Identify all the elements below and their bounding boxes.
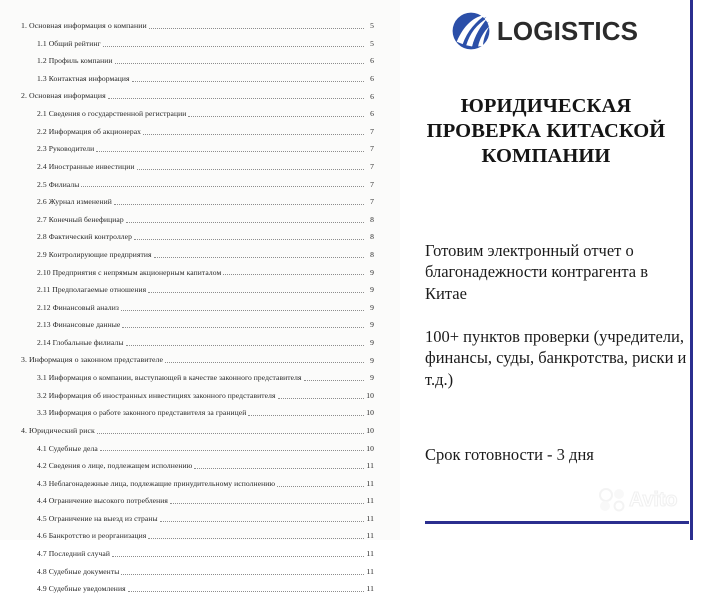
- toc-entry[interactable]: [0, 277, 400, 295]
- bottom-accent-rule: [425, 521, 689, 524]
- toc-entry-page-number: 11: [366, 513, 374, 523]
- toc-entry-label: 4.5 Ограничение на выезд из страны: [37, 513, 158, 523]
- toc-entry[interactable]: [0, 48, 400, 66]
- toc-leader-dots: [121, 573, 364, 575]
- toc-leader-dots: [149, 27, 364, 29]
- toc-entry-label: 2.5 Филиалы: [37, 179, 80, 189]
- toc-entry[interactable]: [0, 154, 400, 172]
- toc-leader-dots: [148, 291, 364, 293]
- toc-entry-label: 2.12 Финансовый анализ: [37, 302, 119, 312]
- toc-entry[interactable]: [0, 541, 400, 559]
- toc-leader-dots: [96, 150, 364, 152]
- toc-leader-dots: [122, 326, 364, 328]
- toc-entry-page-number: 11: [366, 584, 374, 594]
- toc-entry-page-number: 10: [366, 425, 374, 435]
- toc-entry[interactable]: [0, 558, 400, 576]
- toc-entry-page-number: 5: [370, 38, 374, 48]
- toc-leader-dots: [188, 115, 364, 117]
- toc-leader-dots: [134, 238, 364, 240]
- toc-leader-dots: [148, 537, 364, 539]
- toc-entry[interactable]: [0, 101, 400, 119]
- toc-entry-page-number: 11: [366, 566, 374, 576]
- toc-leader-dots: [126, 221, 364, 223]
- toc-leader-dots: [223, 273, 364, 275]
- toc-entry-page-number: 10: [366, 390, 374, 400]
- logo-wordmark: LOGISTICS: [496, 16, 639, 46]
- toc-entry[interactable]: [0, 83, 400, 101]
- toc-entry-page-number: 6: [370, 109, 374, 119]
- toc-entry-page-number: 9: [370, 302, 374, 312]
- toc-entry-page-number: 7: [370, 126, 374, 136]
- toc-entry-page-number: 10: [366, 443, 374, 453]
- toc-entry-page-number: 7: [370, 162, 374, 171]
- toc-entry[interactable]: [0, 207, 400, 225]
- toc-entry-label: 4.3 Неблагонадежные лица, подлежащие принудительному исполнению: [37, 478, 276, 488]
- toc-entry[interactable]: [0, 259, 400, 277]
- toc-entry[interactable]: [0, 171, 400, 189]
- toc-entry-label: 2.9 Контролирующие предприятия: [37, 249, 152, 259]
- toc-entry-page-number: 10: [366, 408, 374, 418]
- toc-entry[interactable]: [0, 523, 400, 541]
- toc-entry[interactable]: [0, 418, 400, 436]
- promo-paragraph-2: 100+ пунктов проверки (учредители, финансы, суды, банкротства, риски и т.д.): [425, 327, 687, 389]
- toc-entry[interactable]: [0, 400, 400, 418]
- toc-entry-label: 4.9 Судебные уведомления: [37, 584, 126, 594]
- toc-entry-page-number: 6: [370, 91, 374, 101]
- toc-leader-dots: [137, 168, 364, 170]
- toc-entry-label: 4.8 Судебные документы: [37, 566, 120, 576]
- toc-entry-page-number: 7: [370, 197, 374, 207]
- toc-entry-page-number: 8: [370, 214, 374, 224]
- table-of-contents-list: [0, 13, 400, 594]
- toc-leader-dots: [97, 432, 364, 434]
- toc-entry-page-number: 9: [370, 267, 374, 277]
- toc-leader-dots: [108, 97, 364, 99]
- toc-leader-dots: [143, 133, 364, 135]
- toc-entry-label: 2.8 Фактический контроллер: [37, 232, 132, 242]
- toc-entry-page-number: 7: [370, 179, 374, 189]
- toc-entry[interactable]: [0, 382, 400, 400]
- toc-entry-page-number: 8: [370, 249, 374, 259]
- toc-entry-label: 2.13 Финансовые данные: [37, 320, 121, 330]
- avito-watermark: [597, 488, 677, 512]
- toc-leader-dots: [112, 555, 364, 557]
- toc-entry[interactable]: [0, 365, 400, 383]
- toc-leader-dots: [121, 309, 364, 311]
- toc-entry-page-number: 11: [366, 461, 374, 471]
- promo-panel: [400, 0, 705, 540]
- toc-entry[interactable]: [0, 330, 400, 348]
- toc-leader-dots: [128, 590, 364, 592]
- toc-entry-label: 2.1 Сведения о государственной регистрации: [37, 109, 187, 119]
- avito-logo-icon: [597, 488, 627, 512]
- toc-entry-page-number: 9: [370, 285, 374, 295]
- toc-entry-label: 4.6 Банкротство и реорганизация: [37, 531, 147, 541]
- toc-entry-label: 4.7 Последний случай: [37, 549, 110, 559]
- toc-entry-label: 3.1 Информация о компании, выступающей в качестве законного представителя: [37, 373, 302, 383]
- toc-leader-dots: [103, 45, 364, 47]
- toc-entry-page-number: 7: [370, 144, 374, 154]
- toc-entry-page-number: 11: [366, 496, 374, 506]
- toc-entry-page-number: 11: [366, 531, 374, 541]
- toc-leader-dots: [278, 397, 364, 399]
- toc-entry[interactable]: [0, 242, 400, 260]
- toc-leader-dots: [248, 414, 364, 416]
- promo-paragraph-1: Готовим электронный отчет о благонадежности контрагента в Китае: [425, 241, 648, 303]
- toc-entry-label: 2.7 Конечный бенефициар: [37, 214, 124, 224]
- promo-title: ЮРИДИЧЕСКАЯ ПРОВЕРКА КИТАСКОЙ КОМПАНИИ: [426, 95, 666, 167]
- toc-entry[interactable]: [0, 453, 400, 471]
- toc-entry-label: 2.2 Информация об акционерах: [37, 126, 142, 136]
- toc-entry-label: 1. Основная информация о компании: [21, 21, 147, 31]
- toc-leader-dots: [115, 62, 364, 64]
- toc-entry[interactable]: [0, 31, 400, 49]
- toc-entry-label: 4.2 Сведения о лице, подлежащем исполнению: [37, 461, 193, 471]
- toc-entry-label: 2.6 Журнал изменений: [37, 197, 112, 207]
- toc-entry-page-number: 9: [370, 373, 374, 383]
- toc-entry-label: 2.14 Глобальные филиалы: [37, 337, 124, 347]
- toc-entry-page-number: 8: [370, 232, 374, 242]
- toc-entry-page-number: 6: [370, 74, 374, 84]
- toc-leader-dots: [165, 361, 364, 363]
- toc-entry-page-number: 6: [370, 56, 374, 66]
- toc-entry-label: 2. Основная информация: [21, 91, 106, 101]
- toc-leader-dots: [277, 485, 364, 487]
- toc-entry-label: 1.1 Общий рейтинг: [37, 38, 101, 48]
- toc-entry-page-number: 9: [370, 337, 374, 347]
- toc-entry[interactable]: [0, 435, 400, 453]
- toc-entry-page-number: 9: [370, 355, 374, 365]
- toc-leader-dots: [81, 185, 364, 187]
- toc-entry-label: 1.3 Контактная информация: [37, 74, 130, 84]
- toc-entry-label: 2.10 Предприятия с непрямым акционерным капиталом: [37, 267, 222, 277]
- toc-leader-dots: [170, 502, 364, 504]
- toc-entry-page-number: 9: [370, 320, 374, 330]
- toc-leader-dots: [132, 80, 364, 82]
- promo-paragraph-3: Срок готовности - 3 дня: [425, 445, 594, 464]
- toc-leader-dots: [126, 344, 365, 346]
- toc-entry-label: 4.1 Судебные дела: [37, 443, 98, 453]
- toc-entry-page-number: 11: [366, 478, 374, 488]
- toc-entry[interactable]: [0, 347, 400, 365]
- toc-entry-label: 4. Юридический риск: [21, 425, 95, 435]
- avito-watermark-text: Avito: [629, 489, 678, 511]
- toc-entry[interactable]: [0, 13, 400, 31]
- toc-entry[interactable]: [0, 295, 400, 313]
- vertical-accent-rule: [690, 0, 693, 540]
- toc-leader-dots: [194, 467, 364, 469]
- toc-entry[interactable]: [0, 66, 400, 84]
- toc-entry-label: 3.2 Информация об иностранных инвестициях законного представителя: [37, 390, 276, 400]
- toc-entry-label: 3. Информация о законном представителе: [21, 355, 163, 365]
- toc-leader-dots: [100, 449, 364, 451]
- toc-entry-label: 3.3 Информация о работе законного представителя за границей: [37, 408, 247, 418]
- toc-entry-label: 2.11 Предполагаемые отношения: [37, 285, 147, 295]
- toc-leader-dots: [114, 203, 364, 205]
- toc-entry[interactable]: [0, 470, 400, 488]
- toc-entry[interactable]: [0, 119, 400, 137]
- toc-leader-dots: [304, 379, 364, 381]
- toc-entry[interactable]: [0, 506, 400, 524]
- toc-leader-dots: [160, 520, 364, 522]
- toc-entry-label: 1.2 Профиль компании: [37, 56, 113, 66]
- toc-entry-label: 4.4 Ограничение высокого потребления: [37, 496, 168, 506]
- toc-entry[interactable]: [0, 312, 400, 330]
- toc-entry[interactable]: [0, 136, 400, 154]
- toc-leader-dots: [154, 256, 364, 258]
- toc-entry[interactable]: [0, 224, 400, 242]
- logistics-swoosh-icon: [452, 12, 490, 50]
- brand-logo: [400, 12, 690, 50]
- toc-entry-page-number: 5: [370, 21, 374, 31]
- toc-entry[interactable]: [0, 488, 400, 506]
- toc-entry[interactable]: [0, 576, 400, 594]
- toc-entry-label: 2.3 Руководители: [37, 144, 95, 154]
- toc-entry[interactable]: [0, 189, 400, 207]
- toc-entry-page-number: 11: [366, 549, 374, 559]
- toc-entry-label: 2.4 Иностранные инвестиции: [37, 162, 135, 171]
